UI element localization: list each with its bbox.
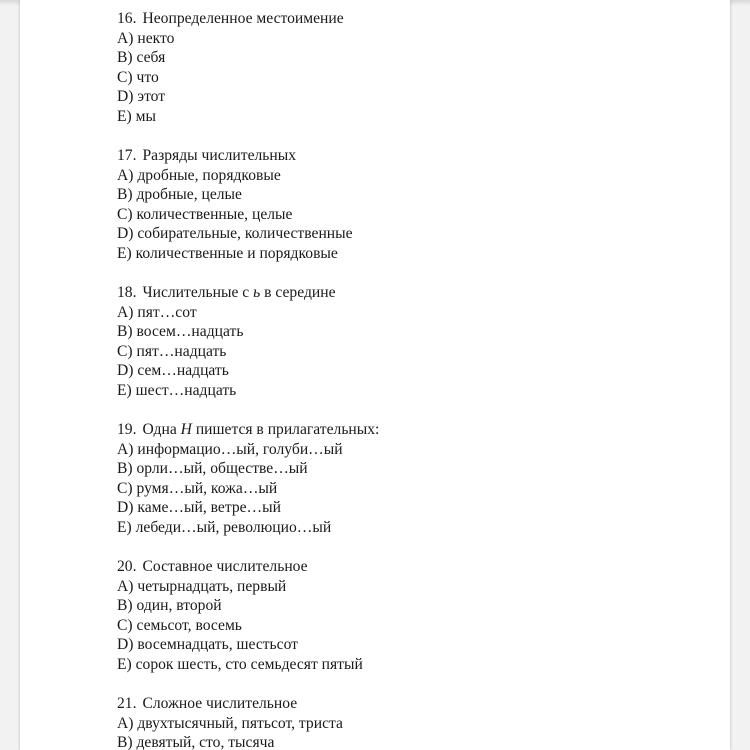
question-number: 17. [117, 147, 137, 164]
option-letter: E) [117, 381, 132, 399]
question-title [117, 146, 717, 166]
option-c [117, 616, 717, 636]
option-text: мы [135, 107, 156, 125]
question-text: Разряды числительных [142, 147, 297, 164]
option-d [117, 498, 717, 518]
option-letter: D) [117, 499, 134, 516]
option-c [117, 342, 717, 362]
option-b [117, 733, 717, 750]
option-text: румя…ый, кожа…ый [136, 479, 278, 497]
option-text: один, второй [136, 597, 222, 614]
option-letter: A) [117, 577, 134, 595]
question-title [117, 420, 717, 440]
option-c [117, 479, 717, 499]
question-list [117, 9, 717, 750]
question-20 [117, 557, 717, 674]
question-number: 21. [117, 695, 137, 712]
option-text: собирательные, количественные [137, 225, 353, 242]
option-text: что [136, 68, 159, 86]
option-letter: D) [117, 225, 134, 242]
option-b [117, 48, 717, 68]
option-text: двухтысячный, пятьсот, триста [137, 714, 343, 732]
question-text-before: Одна [142, 421, 181, 438]
option-a [117, 166, 717, 186]
option-b [117, 459, 717, 479]
question-title [117, 557, 717, 577]
option-text: сорок шесть, сто семьдесят пятый [135, 655, 363, 673]
option-d [117, 361, 717, 381]
question-number: 19. [117, 421, 137, 438]
option-letter: C) [117, 68, 133, 86]
option-a [117, 29, 717, 49]
option-d [117, 87, 717, 107]
option-b [117, 322, 717, 342]
option-letter: B) [117, 597, 133, 614]
option-letter: D) [117, 362, 134, 379]
option-letter: E) [117, 244, 132, 262]
question-text: Сложное числительное [142, 695, 298, 712]
question-title [117, 9, 717, 29]
option-text: некто [137, 29, 175, 47]
option-b [117, 596, 717, 616]
option-c [117, 68, 717, 88]
question-title [117, 694, 717, 714]
option-letter: C) [117, 342, 133, 360]
option-text: дробные, порядковые [137, 166, 281, 184]
option-letter: C) [117, 616, 133, 634]
option-letter: D) [117, 636, 134, 653]
option-letter: A) [117, 166, 134, 184]
option-e [117, 107, 717, 127]
option-text: лебеди…ый, революцио…ый [135, 518, 332, 536]
question-text: Неопределенное местоимение [142, 10, 344, 27]
option-a [117, 440, 717, 460]
option-text: себя [136, 49, 166, 66]
option-letter: B) [117, 323, 133, 340]
question-18 [117, 283, 717, 400]
option-text: каме…ый, ветре…ый [137, 499, 281, 516]
question-17 [117, 146, 717, 263]
question-text-after: пишется в прилагательных: [191, 421, 380, 438]
option-letter: C) [117, 479, 133, 497]
question-text-italic: ь [253, 284, 261, 301]
option-c [117, 205, 717, 225]
option-e [117, 244, 717, 264]
option-text: восемнадцать, шестьсот [137, 636, 298, 653]
option-text: восем…надцать [136, 323, 244, 340]
option-text: шест…надцать [135, 381, 237, 399]
option-text: количественные, целые [136, 205, 293, 223]
question-text: Составное числительное [142, 558, 308, 575]
document-page [20, 0, 730, 750]
question-number: 16. [117, 10, 137, 27]
question-21 [117, 694, 717, 750]
question-text-before: Числительные с [142, 284, 254, 301]
option-text: пят…сот [137, 303, 197, 321]
option-letter: B) [117, 734, 133, 750]
option-text: сем…надцать [137, 362, 229, 379]
question-19 [117, 420, 717, 537]
question-text-italic: Н [180, 421, 192, 438]
option-letter: B) [117, 186, 133, 203]
option-e [117, 655, 717, 675]
option-d [117, 635, 717, 655]
option-letter: E) [117, 655, 132, 673]
option-a [117, 303, 717, 323]
option-text: орли…ый, обществе…ый [136, 460, 308, 477]
option-letter: A) [117, 29, 134, 47]
option-text: информацио…ый, голуби…ый [137, 440, 343, 458]
option-letter: A) [117, 714, 134, 732]
option-letter: B) [117, 49, 133, 66]
option-letter: A) [117, 440, 134, 458]
question-number: 18. [117, 284, 137, 301]
option-a [117, 714, 717, 734]
question-title [117, 283, 717, 303]
question-16 [117, 9, 717, 126]
option-text: девятый, сто, тысяча [136, 734, 275, 750]
question-text-after: в середине [260, 284, 336, 301]
option-d [117, 224, 717, 244]
option-letter: D) [117, 88, 134, 105]
option-e [117, 518, 717, 538]
option-b [117, 185, 717, 205]
option-text: четырнадцать, первый [137, 577, 287, 595]
question-number: 20. [117, 558, 137, 575]
option-a [117, 577, 717, 597]
option-text: семьсот, восемь [136, 616, 242, 634]
option-e [117, 381, 717, 401]
option-letter: C) [117, 205, 133, 223]
option-text: пят…надцать [136, 342, 227, 360]
option-letter: E) [117, 518, 132, 536]
option-letter: B) [117, 460, 133, 477]
option-text: количественные и порядковые [135, 244, 338, 262]
option-text: этот [137, 88, 166, 105]
option-letter: E) [117, 107, 132, 125]
option-letter: A) [117, 303, 134, 321]
option-text: дробные, целые [136, 186, 242, 203]
